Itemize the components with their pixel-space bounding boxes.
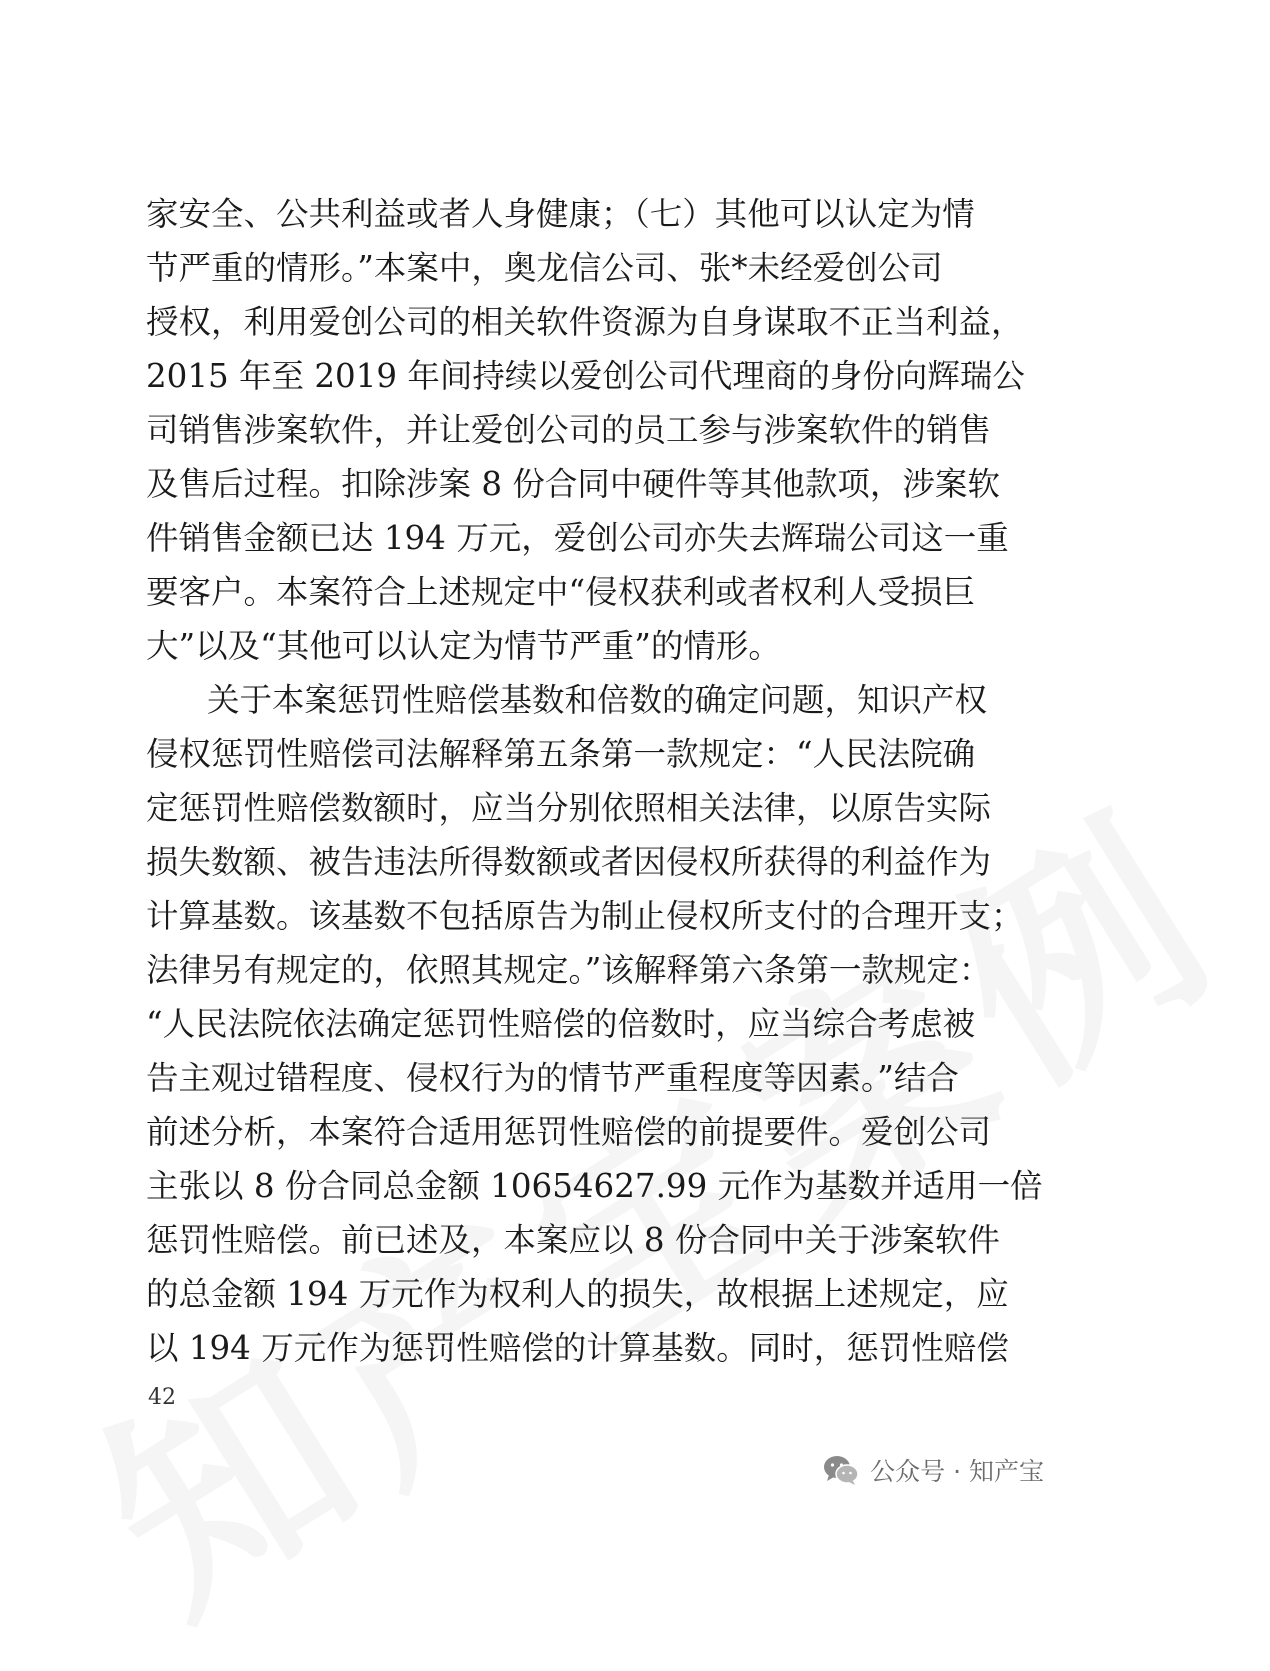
text-line: “人民法院依法确定惩罚性赔偿的倍数时，应当综合考虑被 [146,1005,976,1043]
text-line: 以 194 万元作为惩罚性赔偿的计算基数。同时，惩罚性赔偿 [146,1329,1009,1367]
text-line: 家安全、公共利益或者人身健康；（七）其他可以认定为情 [146,195,975,233]
text-line: 要客户。本案符合上述规定中“侵权获利或者权利人受损巨 [146,573,976,611]
text-line: 告主观过错程度、侵权行为的情节严重程度等因素。”结合 [146,1059,959,1097]
text-line: 2015 年至 2019 年间持续以爱创公司代理商的身份向辉瑞公 [146,357,1025,395]
text-line: 计算基数。该基数不包括原告为制止侵权所支付的合理开支； [146,897,1024,935]
text-line: 定惩罚性赔偿数额时，应当分别依照相关法律，以原告实际 [146,789,992,827]
wechat-icon [822,1454,860,1486]
page-number: 42 [148,1385,176,1410]
text-line: 节严重的情形。”本案中，奥龙信公司、张*未经爱创公司 [146,249,943,287]
text-line: 侵权惩罚性赔偿司法解释第五条第一款规定：“人民法院确 [146,735,976,773]
text-line: 惩罚性赔偿。前已述及，本案应以 8 份合同中关于涉案软件 [146,1221,1000,1259]
footer-brand[interactable] [822,1452,1044,1488]
text-line: 前述分析，本案符合适用惩罚性赔偿的前提要件。爱创公司 [146,1113,992,1151]
text-line: 关于本案惩罚性赔偿基数和倍数的确定问题，知识产权 [207,681,988,719]
text-line: 司销售涉案软件，并让爱创公司的员工参与涉案软件的销售 [146,411,992,449]
text-line: 法律另有规定的，依照其规定。”该解释第六条第一款规定： [146,951,992,989]
text-line: 授权，利用爱创公司的相关软件资源为自身谋取不正当利益， [146,303,1024,341]
text-line: 大”以及“其他可以认定为情节严重”的情形。 [146,627,781,665]
text-line: 损失数额、被告违法所得数额或者因侵权所获得的利益作为 [146,843,992,881]
text-line: 件销售金额已达 194 万元，爱创公司亦失去辉瑞公司这一重 [146,519,1009,557]
footer-label: 公众号 · 知产宝 [870,1457,1044,1486]
text-line: 的总金额 194 万元作为权利人的损失，故根据上述规定，应 [146,1275,1009,1313]
text-line: 主张以 8 份合同总金额 10654627.99 元作为基数并适用一倍 [146,1167,1043,1205]
text-line: 及售后过程。扣除涉案 8 份合同中硬件等其他款项，涉案软 [146,465,1000,503]
